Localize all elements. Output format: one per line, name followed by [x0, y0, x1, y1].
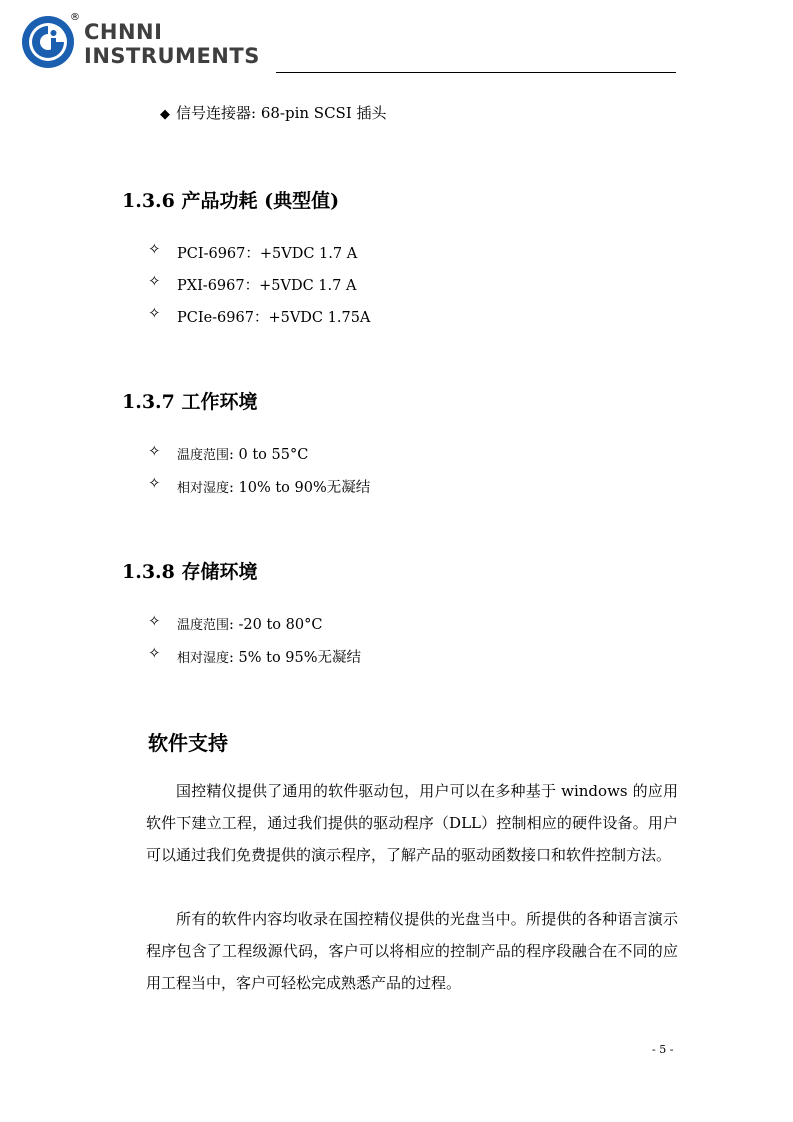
power-item: PCIe-6967：+5VDC 1.75A [177, 310, 371, 326]
page-number: - 5 - [652, 1043, 674, 1056]
work-env-temp: 温度范围: 0 to 55°C [177, 447, 309, 463]
registered-mark: ® [70, 12, 80, 23]
work-env-humidity: 相对湿度: 10% to 90%无凝结 [177, 480, 371, 496]
storage-env-humidity: 相对湿度: 5% to 95%无凝结 [177, 650, 362, 666]
power-item: PCI-6967：+5VDC 1.7 A [177, 246, 358, 262]
power-heading: 1.3.6 产品功耗 (典型值) [122, 190, 340, 212]
star-outline-icon: ✧ [148, 612, 161, 630]
software-paragraph: 所有的软件内容均收录在国控精仪提供的光盘当中。所提供的各种语言演示程序包含了工程级源代码，客户可以将相应的控制产品的程序段融合在不同的应用工程当中，客户可轻松完成熟悉产品的过程。 [146, 910, 678, 992]
storage-env-temp: 温度范围: -20 to 80°C [177, 617, 323, 633]
storage-env-heading: 1.3.8 存储环境 [122, 561, 258, 583]
star-outline-icon: ✧ [148, 442, 161, 460]
software-heading: 软件支持 [148, 731, 228, 755]
star-outline-icon: ✧ [148, 474, 161, 492]
software-paragraph: 国控精仪提供了通用的软件驱动包，用户可以在多种基于 windows 的应用软件下建立工程，通过我们提供的驱动程序（DLL）控制相应的硬件设备。用户可以通过我们免费提供的演示程序，了解产品的驱动函数接口和软件控制方法。 [146, 782, 678, 864]
brand-name-line1: CHNNI [84, 20, 163, 44]
star-outline-icon: ✧ [148, 304, 161, 322]
header-divider [276, 72, 676, 73]
star-outline-icon: ✧ [148, 644, 161, 662]
company-logo [20, 14, 280, 76]
star-outline-icon: ✧ [148, 240, 161, 258]
power-item: PXI-6967：+5VDC 1.7 A [177, 278, 357, 294]
chnni-logo-icon [20, 14, 76, 70]
star-outline-icon: ✧ [148, 272, 161, 290]
connector-label: 信号连接器: 68-pin SCSI 插头 [176, 104, 387, 122]
brand-name-line2: INSTRUMENTS [84, 44, 260, 68]
diamond-bullet-icon: ◆ [160, 107, 170, 122]
work-env-heading: 1.3.7 工作环境 [122, 391, 258, 413]
connector-line [160, 102, 387, 123]
